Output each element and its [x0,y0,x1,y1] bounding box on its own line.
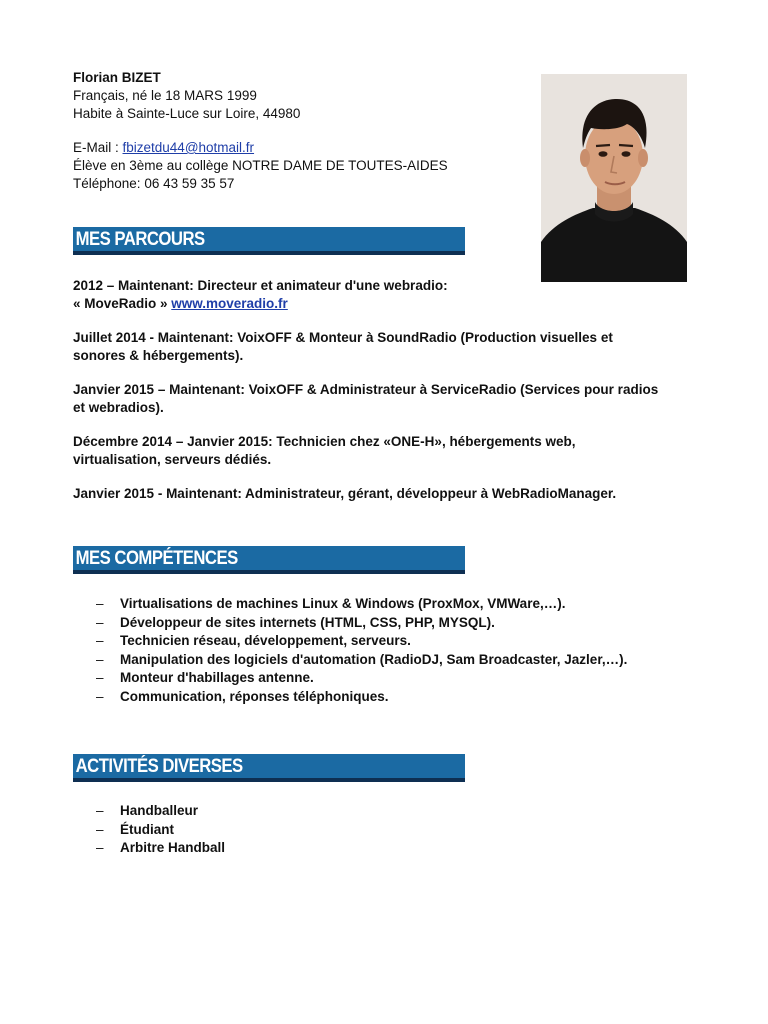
phone-number: 06 43 59 35 57 [144,176,235,191]
bullet-dash: – [96,670,104,685]
school: Élève en 3ème au collège NOTRE DAME DE TOUTES-AIDES [73,158,448,173]
entry-date: Janvier 2015 – Maintenant: [73,382,245,397]
bullet-dash: – [96,821,104,837]
competence-text: Technicien réseau, développement, serveurs. [120,633,411,648]
entry-text: Technicien chez «ONE-H», hébergements web, [272,434,576,449]
nationality-birth: Français, né le 18 MARS 1999 [73,88,257,103]
competence-text: Communication, réponses téléphoniques. [120,688,389,704]
list-item [96,802,225,821]
list-item [96,614,627,633]
competences-list [96,595,627,706]
list-item [96,821,225,840]
competence-text: Développeur de sites internets (HTML, CSS, PHP, MYSQL). [120,614,495,630]
activite-text: Handballeur [120,803,199,818]
email-link[interactable]: fbizetdu44@hotmail.fr [122,140,255,155]
activite-text: Arbitre Handball [120,840,226,855]
email-label: E-Mail : [73,140,123,155]
entry-date: Juillet 2014 - Maintenant [73,330,230,345]
entry-date: Décembre 2014 – Janvier 2015: [73,434,273,449]
phone-line [73,175,523,193]
competence-text: Manipulation des logiciels d'automation (RadioDJ, Sam Broadcaster, Jazler,…). [120,651,628,667]
moveradio-link[interactable]: www.moveradio.fr [171,296,288,311]
entry-text-2: virtualisation, serveurs dédiés. [73,452,272,467]
list-item [96,669,627,688]
spacer [73,123,523,139]
identity-block [73,69,523,193]
list-item [96,688,627,707]
competence-text: Monteur d'habillages antenne. [120,670,314,685]
entry-date: 2012 – Maintenant: [73,278,194,293]
bullet-dash: – [96,614,104,630]
section-title-activites: ACTIVITÉS DIVERSES [75,756,243,777]
list-item [96,651,627,670]
profile-photo [541,74,687,282]
portrait-image [541,74,687,282]
section-header-activites [73,754,465,782]
bullet-dash: – [96,688,104,704]
parcours-entry-3 [73,381,693,417]
entry-text: Administrateur, gérant, développeur à WebRadioManager. [241,486,617,501]
entry-text: Directeur et animateur d'une webradio: [193,278,448,293]
bullet-dash: – [96,840,104,855]
parcours-entry-1 [73,277,693,313]
bullet-dash: – [96,651,104,667]
person-name: Florian BIZET [73,70,161,85]
parcours-entry-2 [73,329,693,365]
parcours-entry-5 [73,485,693,503]
entry-text-2: et webradios). [73,400,164,415]
entry-date: Janvier 2015 - Maintenant: [73,486,242,501]
activite-text: Étudiant [120,821,174,837]
activites-list [96,802,225,858]
phone-label: Téléphone: [73,176,145,191]
entry-text: VoixOFF & Administrateur à ServiceRadio (Services pour radios [244,382,659,397]
entry-text-2: « MoveRadio » [73,296,172,311]
address: Habite à Sainte-Luce sur Loire, 44980 [73,106,301,121]
email-line [73,139,523,157]
list-item [96,595,627,614]
bullet-dash: – [96,803,104,818]
section-header-competences [73,546,465,574]
section-title-competences: MES COMPÉTENCES [75,548,238,569]
section-header-parcours [73,227,465,255]
section-title-parcours: MES PARCOURS [75,229,205,250]
list-item [96,632,627,651]
competence-text: Virtualisations de machines Linux & Windows (ProxMox, VMWare,…). [120,596,566,611]
entry-text: : VoixOFF & Monteur à SoundRadio (Production visuelles et [229,330,613,345]
bullet-dash: – [96,633,104,648]
list-item [96,839,225,858]
parcours-entry-4 [73,433,693,469]
entry-text-2: sonores & hébergements). [73,348,244,363]
bullet-dash: – [96,596,104,611]
